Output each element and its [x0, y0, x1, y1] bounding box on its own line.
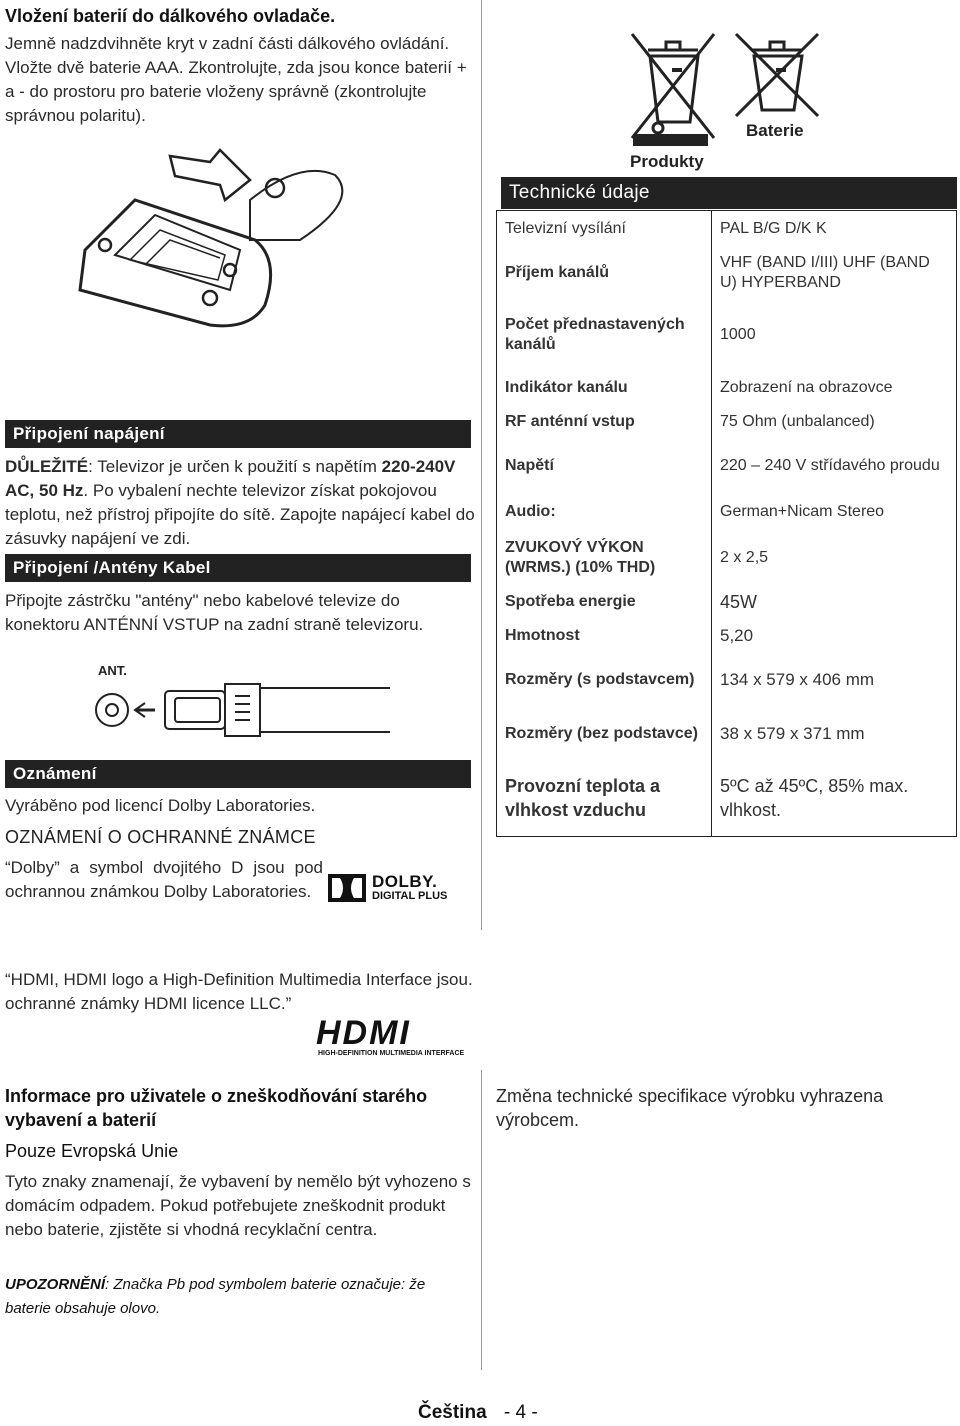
- page-footer: [418, 1402, 538, 1424]
- crossed-bin-batteries-icon: [732, 30, 822, 120]
- disposal-text: Tyto znaky znamenají, že vybavení by nemělo být vyhozeno s domácím odpadem. Pokud potřebujete zneškodnit produkt nebo baterie, zjistěte si vhodná recyklační centra.: [5, 1172, 471, 1239]
- hdmi-logo-subtext: HIGH-DEFINITION MULTIMEDIA INTERFACE: [318, 1050, 465, 1057]
- spec-value: 1000: [720, 325, 756, 343]
- spec-value: 5ºC až 45ºC, 85% max. vlhkost.: [720, 776, 909, 821]
- spec-row: [497, 653, 957, 707]
- dolby-logo-subtext: DIGITAL PLUS: [372, 890, 448, 902]
- dolby-double-d-icon: [328, 874, 366, 902]
- spec-value: Zobrazení na obrazovce: [720, 378, 893, 396]
- power-important-text: : Televizor je určen k použití s napětím: [88, 457, 382, 476]
- spec-value: 38 x 579 x 371 mm: [720, 723, 865, 743]
- spec-key: Napětí: [497, 439, 712, 493]
- spec-key: ZVUKOVÝ VÝKON (WRMS.) (10% THD): [497, 531, 712, 585]
- spec-row: [497, 299, 957, 371]
- disposal-title: Informace pro uživatele o zneškodňování starého vybavení a baterií: [5, 1086, 428, 1130]
- battery-text: Jemně nadzdvihněte kryt v zadní části dálkového ovládání. Vložte dvě baterie AAA. Zkontrolujte, zda jsou konce baterií + a - do prostoru pro baterie vloženy správně (zkontrolujte správnou polaritu).: [5, 34, 467, 125]
- hdmi-text: “HDMI, HDMI logo a High-Definition Multimedia Interface jsou. ochranné známky HDMI licence LLC.”: [5, 970, 473, 1013]
- spec-value: 220 – 240 V střídavého proudu: [720, 456, 940, 474]
- tech-heading: Technické údaje: [501, 177, 957, 209]
- spec-row: [497, 211, 957, 247]
- hdmi-logo: [316, 1014, 468, 1060]
- spec-row: [497, 619, 957, 653]
- spec-value: 5,20: [720, 625, 754, 645]
- spec-key: Rozměry (s podstavcem): [497, 653, 712, 707]
- power-heading: Připojení napájení: [5, 420, 471, 448]
- spec-row: [497, 405, 957, 439]
- spec-row: [497, 371, 957, 405]
- disposal-warning: [5, 1273, 475, 1321]
- dolby-text: “Dolby” a symbol dvojitého D jsou pod ochrannou známkou Dolby Laboratories.: [5, 858, 323, 901]
- spec-key: Audio:: [497, 493, 712, 531]
- spec-row: [497, 439, 957, 493]
- spec-key: Televizní vysílání: [497, 211, 712, 247]
- spec-value: VHF (BAND I/III) UHF (BAND U) HYPERBAND: [720, 253, 930, 291]
- power-voltage: 220-240V AC, 50 Hz: [5, 457, 456, 500]
- insert-arrow-icon: [170, 150, 250, 200]
- remote-battery-illustration: [60, 140, 380, 340]
- crossed-bin-products-icon: [628, 30, 718, 150]
- spec-key: RF anténní vstup: [497, 405, 712, 439]
- power-text-block: [5, 455, 475, 551]
- antenna-connector-illustration: [90, 676, 470, 746]
- antenna-label: ANT.: [98, 663, 127, 678]
- spec-value: PAL B/G D/K K: [720, 219, 827, 237]
- spec-key: Provozní teplota a vlhkost vzduchu: [497, 761, 712, 837]
- spec-key: Rozměry (bez podstavce): [497, 707, 712, 761]
- power-important-label: DŮLEŽITÉ: [5, 457, 89, 476]
- spec-key: Počet přednastavených kanálů: [497, 299, 712, 371]
- spec-value: 75 Ohm (unbalanced): [720, 412, 875, 430]
- change-notice: Změna technické specifikace výrobku vyhrazena výrobcem.: [496, 1086, 884, 1130]
- dolby-logo: [328, 872, 468, 904]
- hdmi-logo-text: HDMI: [316, 1014, 411, 1052]
- column-divider-top: [481, 0, 482, 930]
- spec-key: Hmotnost: [497, 619, 712, 653]
- spec-value: 134 x 579 x 406 mm: [720, 669, 875, 689]
- column-divider-bottom: [481, 1070, 482, 1370]
- spec-table: [496, 210, 957, 837]
- notice-license: Vyráběno pod licencí Dolby Laboratories.: [5, 796, 316, 815]
- spec-row: [497, 247, 957, 299]
- spec-row: [497, 761, 957, 837]
- spec-key: Příjem kanálů: [497, 247, 712, 299]
- spec-row: [497, 493, 957, 531]
- disposal-region: Pouze Evropská Unie: [5, 1141, 179, 1161]
- spec-row: [497, 707, 957, 761]
- spec-value: 2 x 2,5: [720, 548, 769, 566]
- notice-heading: Oznámení: [5, 760, 471, 788]
- warning-label: UPOZORNĚNÍ: [5, 1276, 106, 1293]
- antenna-heading: Připojení /Antény Kabel: [5, 554, 471, 582]
- power-text: . Po vybalení nechte televizor získat pokojovou teplotu, než přístroj připojíte do sítě. Zapojte napájecí kabel do zásuvky napájení ve zdi.: [5, 481, 475, 548]
- footer-page-number: - 4 -: [503, 1402, 538, 1423]
- spec-key: Spotřeba energie: [497, 585, 712, 619]
- spec-row: [497, 585, 957, 619]
- batteries-label: Baterie: [746, 121, 804, 140]
- warning-text: : Značka Pb pod symbolem baterie označuje: že baterie obsahuje olovo.: [5, 1276, 426, 1317]
- dolby-logo-text: DOLBY.: [372, 872, 438, 891]
- spec-row: [497, 531, 957, 585]
- products-label: Produkty: [630, 152, 704, 171]
- trademark-title: OZNÁMENÍ O OCHRANNÉ ZNÁMCE: [5, 827, 316, 847]
- battery-title: Vložení baterií do dálkového ovladače.: [5, 6, 336, 26]
- footer-language: Čeština: [418, 1402, 487, 1423]
- spec-value: German+Nicam Stereo: [720, 502, 885, 520]
- spec-value: 45W: [720, 591, 758, 612]
- spec-key: Indikátor kanálu: [497, 371, 712, 405]
- antenna-text: Připojte zástrčku "antény" nebo kabelové televize do konektoru ANTÉNNÍ VSTUP na zadní straně televizoru.: [5, 591, 424, 634]
